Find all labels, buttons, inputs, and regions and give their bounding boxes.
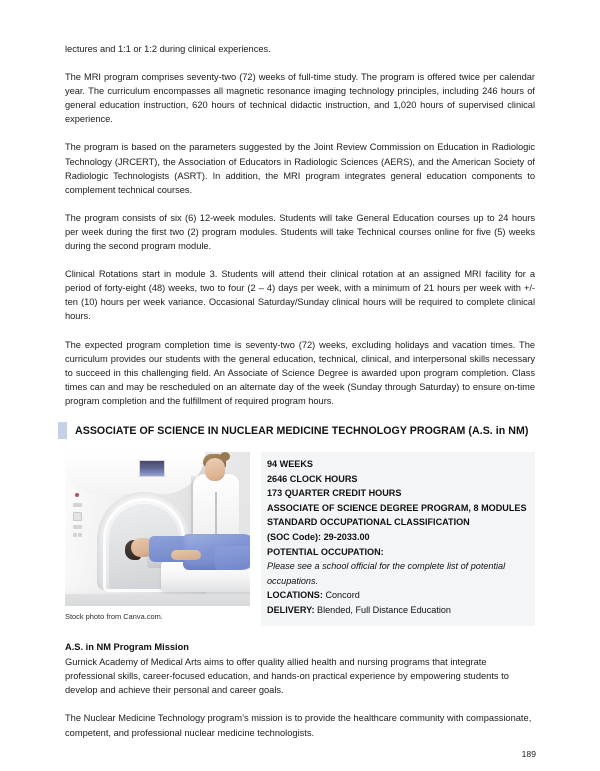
paragraph-completion-time: The expected program completion time is seventy-two (72) weeks, excluding holidays and vacation times. The curriculum provides our students with the general education, technical, clinical, and interpersonal skills necessary to succeed in this challenging field. An Associate of Science Degree is awarded upon program completion. Class times can and may be rescheduled on an alternate day of the week (Sunday through Saturday) to ensure on-time program completion and the fulfillment of required program hours.: [65, 339, 535, 406]
mission-paragraph-academy: Gurnick Academy of Medical Arts aims to offer quality allied health and nursing programs that integrate professional skills, career-focused education, and hands-on practical experience by empowering students to develop and achieve their personal and career goals.: [65, 656, 509, 696]
scanner-indicator-light: [75, 493, 79, 497]
info-potential-occupation-note: Please see a school official for the complete list of potential occupations.: [267, 561, 506, 586]
scanner-control-buttons: [72, 503, 84, 545]
mission-paragraph-nmt: The Nuclear Medicine Technology program’s mission is to provide the healthcare community with compassionate, competent, and professional nuclear medicine technologists.: [65, 713, 532, 738]
info-soc-title: STANDARD OCCUPATIONAL CLASSIFICATION: [267, 517, 470, 528]
info-soc-code: (SOC Code): 29-2033.00: [267, 531, 370, 542]
patient-arm: [171, 550, 201, 560]
info-delivery: [267, 603, 529, 618]
mission-heading: A.S. in NM Program Mission: [65, 641, 189, 652]
program-info-panel: [261, 452, 535, 626]
scanner-display-panel: [139, 460, 165, 477]
info-locations-label: LOCATIONS:: [267, 590, 323, 601]
program-summary-block: [65, 452, 535, 626]
page-content: [65, 42, 535, 754]
info-credit-hours: 173 QUARTER CREDIT HOURS: [267, 488, 402, 499]
technologist-head: [205, 458, 225, 481]
section-heading-text: ASSOCIATE OF SCIENCE IN NUCLEAR MEDICINE TECHNOLOGY PROGRAM (A.S. in NM): [75, 424, 529, 437]
info-delivery-label: DELIVERY:: [267, 604, 315, 615]
info-potential-occupation-label: POTENTIAL OCCUPATION:: [267, 546, 384, 557]
photo-scene: [65, 452, 250, 606]
paragraph-accreditation-parameters: The program is based on the parameters suggested by the Joint Review Commission on Education in Radiologic Technology (JRCERT), the Association of Educators in Radiologic Sciences (AERS), and the American Society of Radiologic Technologists (ASRT). In addition, the MRI program integrates general education components to complement technical courses.: [65, 142, 535, 195]
heading-accent-bar: [58, 422, 67, 439]
paragraph-lectures: lectures and 1:1 or 1:2 during clinical experiences.: [65, 44, 271, 54]
info-locations-value: Concord: [325, 590, 360, 601]
photo-column: [65, 452, 250, 621]
paragraph-clinical-rotations: Clinical Rotations start in module 3. Students will attend their clinical rotation at an assigned MRI facility for a period of forty-eight (48) weeks, two to four (2 – 4) days per week, with a minimum of 21 hours per week with +/- ten (10) hours per week variance. Occasional Saturday/Sunday clinical hours will be required to complete clinical hours.: [65, 269, 535, 322]
paragraph-module-structure: The program consists of six (6) 12-week modules. Students will take General Education courses up to 24 hours per week during the first two (2) program modules. Students will take Technical courses online for five (5) weeks during the second program module.: [65, 212, 535, 252]
info-delivery-value: Blended, Full Distance Education: [317, 604, 451, 615]
info-weeks: 94 WEEKS: [267, 458, 313, 469]
scanner-gantry-curve: [65, 452, 205, 494]
info-locations: [267, 588, 529, 603]
page-number: 189: [521, 749, 536, 759]
info-degree-modules: ASSOCIATE OF SCIENCE DEGREE PROGRAM, 8 MODULES: [267, 502, 527, 513]
paragraph-mri-program-overview: The MRI program comprises seventy-two (72) weeks of full-time study. The program is offered twice per calendar year. The curriculum encompasses all magnetic resonance imaging technology principles, including 246 hours of general education instruction, 620 hours of technical didactic instruction, and 1,020 hours of supervised clinical experience.: [65, 72, 535, 125]
info-clock-hours: 2646 CLOCK HOURS: [267, 473, 358, 484]
nuclear-medicine-scanner-photo: [65, 452, 250, 606]
section-heading-nm-program: [65, 422, 535, 440]
photo-caption: Stock photo from Canva.com.: [65, 611, 163, 621]
patient-blanket-fold: [215, 546, 250, 570]
